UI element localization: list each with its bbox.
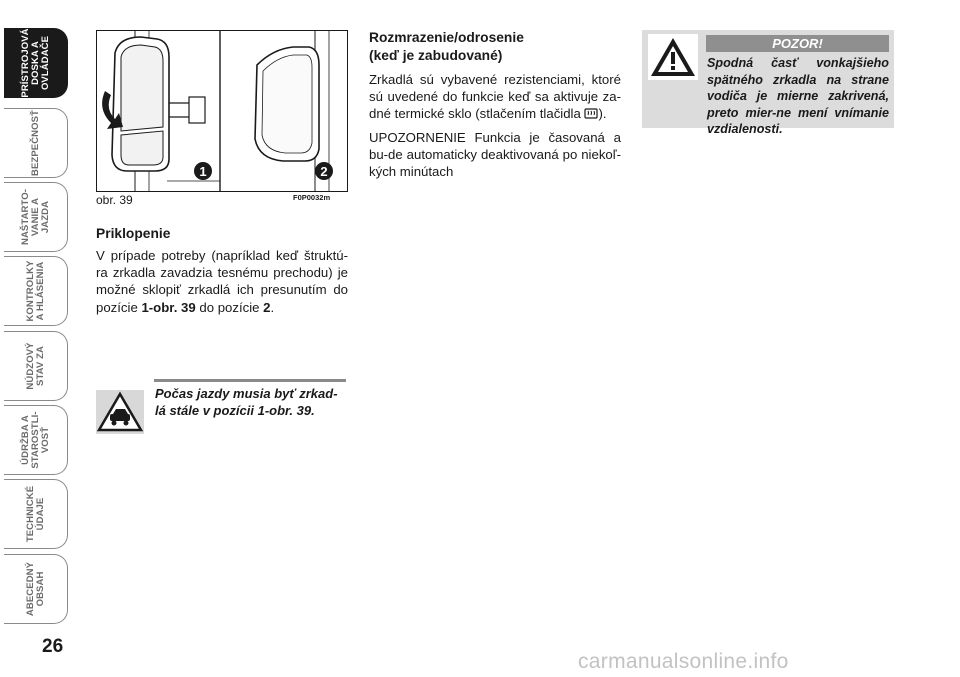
rear-defrost-button-icon — [584, 107, 598, 124]
figure-caption: obr. 39 — [96, 193, 133, 207]
section-heading-rozmrazenie: Rozmrazenie/odrosenie (keď je zabudované) — [369, 30, 524, 63]
note-driving-icon — [96, 390, 144, 434]
tab-udrzba[interactable]: ÚDRŽBA A STAROSTLI- VOSŤ — [4, 405, 68, 475]
tab-abecedny-obsah[interactable]: ABECEDNÝ OBSAH — [4, 554, 68, 624]
warning-header: POZOR! — [706, 35, 889, 52]
marker-2: 2 — [320, 164, 328, 179]
mirror-figure — [96, 30, 348, 192]
watermark: carmanualsonline.info — [578, 650, 789, 673]
chapter-tabs — [0, 28, 72, 630]
tab-kontrolky[interactable]: KONTROLKY A HLÁSENIA — [4, 256, 68, 326]
marker-1: 1 — [199, 164, 207, 179]
paragraph-rozmrazenie: Zrkadlá sú vybavené rezistenciami, ktoré sú uvedené do funkcie keď sa aktivuje za-dné termické sklo (stlačením tlačidla ). — [369, 71, 621, 125]
page-number: 26 — [42, 636, 64, 657]
tab-nastartovanie[interactable]: NAŠTARTO- VANIE A JAZDA — [4, 182, 68, 252]
figure-code: F0P0032m — [293, 193, 331, 202]
tab-technicke-udaje[interactable]: TECHNICKÉ ÚDAJE — [4, 479, 68, 549]
tab-nudzovy-stav[interactable]: NÚDZOVÝ STAV ZA — [4, 331, 68, 401]
mirror-position-1 — [112, 37, 205, 171]
paragraph-upozornenie: UPOZORNENIE Funkcia je časovaná a bu-de automaticky deaktivovaná po niekoľ-kých minútach — [369, 130, 621, 180]
paragraph-priklopenie: V prípade potreby (napríklad keď štruktú-ra zrkadla zavadzia tesnému prechodu) je možné sklopiť zrkadlá ich presunutím do pozície 1-obr. 39 do pozície 2. — [96, 248, 348, 315]
section-heading-priklopenie: Priklopenie — [96, 226, 171, 241]
note-text: Počas jazdy musia byť zrkad-lá stále v pozícii 1-obr. 39. — [155, 386, 338, 418]
tab-pristrojova-doska[interactable]: PRÍSTROJOVÁ DOSKA A OVLÁDAČE — [4, 28, 68, 98]
note-divider — [154, 379, 346, 382]
mirror-illustration — [97, 31, 347, 191]
tab-bezpecnost[interactable]: BEZPEČNOSŤ — [4, 108, 68, 178]
warning-text: Spodná časť vonkajšieho spätného zrkadla na strane vodiča je mierne zakrivená, preto mier-ne mení vnímanie vzdialenosti. — [707, 56, 889, 137]
